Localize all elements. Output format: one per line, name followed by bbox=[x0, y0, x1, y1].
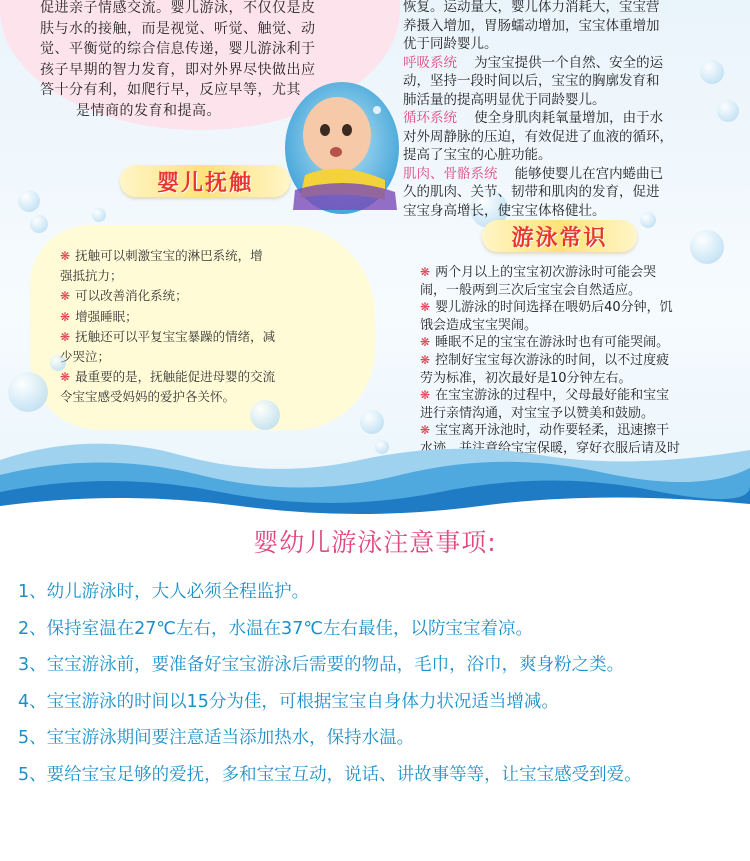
list-item bbox=[420, 352, 722, 370]
flower-bullet-icon: ❋ bbox=[420, 265, 431, 279]
list-item-cont: 少哭泣； bbox=[60, 349, 111, 365]
right-intro-line: 恢复。运动量大，婴儿体力消耗大，宝宝营 bbox=[403, 0, 660, 15]
right-intro-text bbox=[403, 0, 723, 220]
left-intro-line: 是情商的发育和提高。 bbox=[76, 102, 221, 119]
left-intro-line: 答十分有利，如爬行早，反应早等，尤其 bbox=[40, 82, 301, 98]
list-item-cont: 强抵抗力； bbox=[60, 268, 123, 284]
notes-list bbox=[18, 574, 743, 793]
circulatory-system-line bbox=[403, 109, 723, 128]
flower-bullet-icon: ❋ bbox=[420, 388, 431, 403]
swim-title-banner bbox=[482, 220, 637, 252]
list-item-text: 宝宝离开泳池时，动作要轻柔，迅速擦干 bbox=[435, 423, 670, 439]
list-item bbox=[420, 264, 722, 282]
right-intro-line: 动，坚持一段时间以后，宝宝的胸廓发育和 bbox=[403, 73, 660, 89]
note-item: 2、保持室温在27℃左右，水温在37℃左右最佳，以防宝宝着凉。 bbox=[18, 618, 533, 639]
list-item-text: 增强睡眠； bbox=[75, 308, 138, 324]
touch-title-banner bbox=[120, 165, 290, 197]
system-text: 使全身肌肉耗氧量增加，由于水 bbox=[474, 110, 664, 126]
list-item bbox=[60, 286, 360, 306]
respiratory-system-line bbox=[403, 54, 723, 73]
list-item-cont: 水迹，并注意给宝宝保暖，穿好衣服后请及时 bbox=[420, 440, 681, 456]
left-intro-line: 孩子早期的智力发育，即对外界尽快做出应 bbox=[40, 61, 316, 78]
note-item: 5、宝宝游泳期间要注意适当添加热水，保持水温。 bbox=[18, 728, 415, 748]
list-item bbox=[60, 367, 360, 387]
bubble-decoration bbox=[30, 215, 48, 233]
list-item-text: 最重要的是，抚触能促进母婴的交流 bbox=[75, 369, 276, 385]
bubble-decoration bbox=[92, 208, 106, 222]
right-intro-line: 久的肌肉、关节、韧带和肌肉的发育，促进 bbox=[403, 184, 660, 200]
musculoskeletal-system-line bbox=[403, 165, 723, 184]
right-intro-line: 优于同龄婴儿。 bbox=[403, 36, 498, 52]
list-item-text: 控制好宝宝每次游泳的时间，以不过度疲 bbox=[435, 352, 670, 368]
list-item-text: 可以改善消化系统； bbox=[75, 288, 188, 304]
list-item-text: 两个月以上的宝宝初次游泳时可能会哭 bbox=[435, 265, 657, 280]
list-item-cont: 饿会造成宝宝哭闹。 bbox=[420, 317, 538, 333]
flower-bullet-icon: ❋ bbox=[60, 309, 71, 324]
swim-title: 游泳常识 bbox=[511, 225, 608, 251]
system-label: 呼吸系统 bbox=[403, 54, 457, 71]
system-text: 为宝宝提供一个自然、安全的运 bbox=[474, 54, 664, 71]
flower-bullet-icon: ❋ bbox=[60, 329, 71, 344]
notes-title: 婴幼儿游泳注意事项: bbox=[253, 528, 497, 557]
list-item-text: 在宝宝游泳的过程中，父母最好能和宝宝 bbox=[435, 388, 670, 404]
list-item bbox=[420, 299, 722, 317]
list-item bbox=[420, 334, 722, 352]
list-item bbox=[60, 307, 360, 327]
right-intro-line: 提高了宝宝的心脏功能。 bbox=[403, 147, 552, 163]
system-label: 肌肉、骨骼系统 bbox=[403, 165, 498, 182]
left-intro-line: 觉、平衡觉的综合信息传递，婴儿游泳利于 bbox=[40, 41, 316, 57]
list-item-text: 婴儿游泳的时间选择在喂奶后40分钟，饥 bbox=[435, 300, 673, 316]
list-item-cont: 进行亲情沟通，对宝宝予以赞美和鼓励。 bbox=[420, 405, 655, 421]
bubble-decoration bbox=[8, 372, 48, 412]
list-item-cont: 劳为标准，初次最好是10分钟左右。 bbox=[420, 370, 632, 386]
note-item: 1、幼儿游泳时，大人必须全程监护。 bbox=[18, 582, 310, 602]
bubble-decoration bbox=[18, 190, 40, 212]
list-item-text: 抚触可以刺激宝宝的淋巴系统，增 bbox=[75, 248, 263, 263]
right-intro-line: 肺活量的提高明显优于同龄婴儿。 bbox=[403, 91, 606, 108]
right-intro-line: 宝宝身高增长，使宝宝体格健壮。 bbox=[403, 202, 606, 219]
touch-list bbox=[60, 246, 360, 408]
swimming-baby-photo bbox=[285, 80, 400, 215]
right-intro-line: 养摄入增加，胃肠蠕动增加，宝宝体重增加 bbox=[403, 17, 660, 34]
flower-bullet-icon: ❋ bbox=[420, 352, 431, 367]
flower-bullet-icon: ❋ bbox=[420, 300, 431, 315]
flower-bullet-icon: ❋ bbox=[420, 423, 431, 438]
bubble-decoration bbox=[690, 230, 724, 264]
note-item: 3、宝宝游泳前，要准备好宝宝游泳后需要的物品，毛巾，浴巾，爽身粉之类。 bbox=[18, 655, 625, 675]
note-item: 5、要给宝宝足够的爱抚，多和宝宝互动，说话、讲故事等等，让宝宝感受到爱。 bbox=[18, 764, 642, 785]
flower-bullet-icon: ❋ bbox=[420, 335, 431, 350]
list-item bbox=[60, 246, 360, 266]
right-intro-line: 对外周静脉的压迫，有效促进了血液的循环， bbox=[403, 128, 673, 145]
list-item-cont: 闹，一般两到三次后宝宝会自然适应。 bbox=[420, 282, 642, 298]
system-label: 循环系统 bbox=[403, 110, 457, 126]
flower-bullet-icon: ❋ bbox=[60, 249, 71, 263]
water-wave-decoration bbox=[0, 420, 750, 515]
list-item-text: 睡眠不足的宝宝在游泳时也有可能哭闹。 bbox=[435, 335, 670, 351]
list-item-text: 抚触还可以平复宝宝暴躁的情绪，减 bbox=[75, 328, 276, 344]
note-item: 4、宝宝游泳的时间以15分为佳，可根据宝宝自身体力状况适当增减。 bbox=[18, 691, 559, 712]
left-intro-line: 促进亲子情感交流。婴儿游泳，不仅仅是皮 bbox=[40, 0, 316, 16]
system-text: 能够使婴儿在宫内蜷曲已 bbox=[514, 165, 664, 182]
flower-bullet-icon: ❋ bbox=[60, 289, 71, 304]
list-item bbox=[420, 387, 722, 405]
touch-title: 婴儿抚触 bbox=[156, 170, 253, 196]
flower-bullet-icon: ❋ bbox=[60, 370, 71, 385]
left-intro-line: 肤与水的接触，而是视觉、听觉、触觉、动 bbox=[40, 20, 316, 37]
list-item-cont: 令宝宝感受妈妈的爱护各关怀。 bbox=[60, 389, 236, 405]
list-item bbox=[60, 327, 360, 347]
